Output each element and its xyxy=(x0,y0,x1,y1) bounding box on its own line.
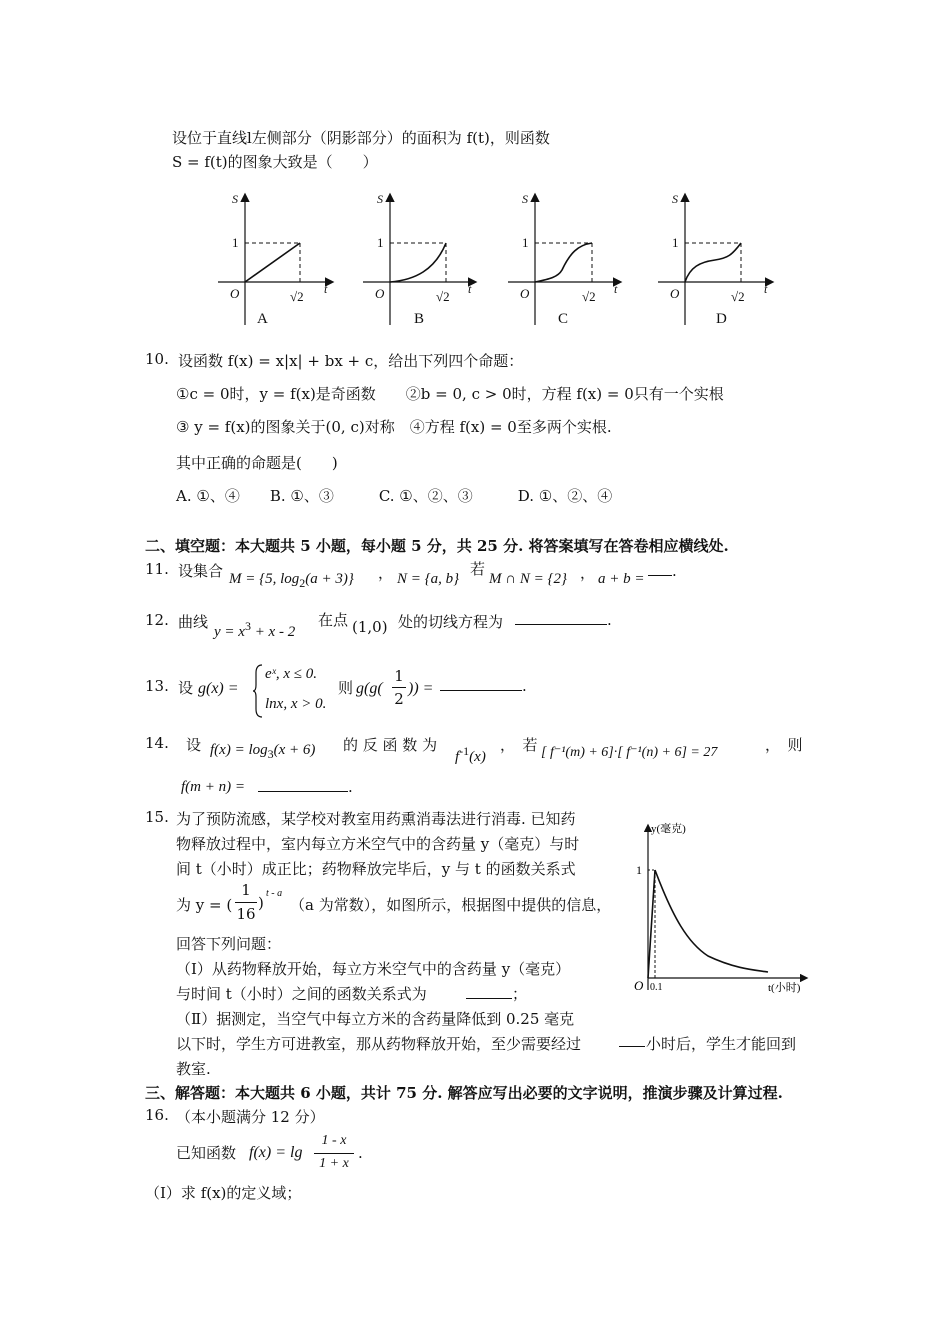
graph-d-label: D xyxy=(716,311,727,327)
q15-blank-1-end: ； xyxy=(512,985,528,1003)
q12-lead: 曲线 xyxy=(178,613,209,631)
q10-number: 10. xyxy=(145,350,169,368)
q16-end: . xyxy=(358,1144,363,1162)
graph-a-curve xyxy=(245,243,300,282)
q13-case-1: eˣ, x ≤ 0. xyxy=(265,666,318,682)
q10-stem: 设函数 f(x) = x|x| + bx + c，给出下列四个命题： xyxy=(178,352,524,370)
q15-blank-2[interactable] xyxy=(619,1033,645,1051)
q12-curve-eq: $y = x^3 + x - 2$ xyxy=(214,619,296,640)
graph-a-ylabel: S xyxy=(232,192,238,206)
graph-d-curve xyxy=(685,243,741,282)
q9-text-line1: 设位于直线l左侧部分（阴影部分）的面积为 f(t)，则函数 xyxy=(172,129,550,147)
q15-exponent: t - a xyxy=(266,888,283,899)
q13-frac-bar xyxy=(392,687,406,688)
q16-frac-num: 1 - x xyxy=(321,1133,347,1148)
graph-b-xlabel: t xyxy=(468,282,472,296)
q15-frac-bar xyxy=(235,902,257,903)
q11-set-n: N = {a, b} xyxy=(397,571,460,587)
q16-score-note: （本小题满分 12 分） xyxy=(176,1108,325,1126)
q15-frac-num: 1 xyxy=(241,881,251,899)
q14-fmn: f(m + n) = xyxy=(181,779,245,795)
q13-case-2: lnx, x > 0. xyxy=(265,696,327,712)
q11-lead: 设集合 xyxy=(178,562,224,580)
q14-finv: $f^{-1}(x)$ xyxy=(455,744,486,765)
q16-part-1: （Ⅰ）求 f(x)的定义域； xyxy=(145,1184,302,1202)
q13-answer-blank[interactable] xyxy=(440,677,527,695)
q13-frac-num: 1 xyxy=(394,667,404,685)
graph-c xyxy=(508,195,620,325)
q13-close: )) = xyxy=(408,680,434,697)
q15-line-4a: 为 y = ( xyxy=(176,896,233,914)
q14-inverse-text: 的 反 函 数 为 xyxy=(343,736,438,754)
q13-number: 13. xyxy=(145,677,169,695)
graph-a xyxy=(218,195,332,325)
q14-number: 14. xyxy=(145,734,169,752)
q15-line-5: 回答下列问题： xyxy=(176,935,282,953)
q15-blank-1[interactable] xyxy=(466,983,527,1004)
q11-answer-blank[interactable] xyxy=(648,562,677,580)
q15-ytick: 1 xyxy=(636,863,642,877)
q13-lead: 设 xyxy=(178,679,194,697)
q11-intersection: M ∩ N = {2} xyxy=(489,571,567,587)
q13-gx: g(x) = xyxy=(198,680,239,697)
q15-line-10: 教室. xyxy=(176,1060,211,1078)
q11-number: 11. xyxy=(145,560,169,578)
q16-fx: f(x) = lg xyxy=(249,1144,303,1161)
q14-end: . xyxy=(348,778,353,796)
graph-d-ylabel: S xyxy=(672,192,678,206)
graph-c-origin: O xyxy=(520,286,530,301)
q13-then: 则 xyxy=(338,679,354,697)
graph-d-ytick: 1 xyxy=(672,235,679,250)
q12-answer-blank[interactable] xyxy=(515,611,612,629)
q15-line-1: 为了预防流感，某学校对教室用药熏消毒法进行消毒. 已知药 xyxy=(176,810,576,828)
q15-line-2: 物释放过程中，室内每立方米空气中的含药量 y（毫克）与时 xyxy=(176,835,580,853)
graph-a-ytick: 1 xyxy=(232,235,239,250)
q15-xlabel: t(小时) xyxy=(768,982,801,994)
graph-a-xtick: √2 xyxy=(290,289,304,304)
q15-curve-decay xyxy=(655,870,768,972)
q15-graph xyxy=(628,818,813,998)
q13-frac-den: 2 xyxy=(394,690,404,708)
q16-lead: 已知函数 xyxy=(176,1144,237,1162)
q14-fx: $f(x) = \log_3(x + 6)$ xyxy=(210,742,316,761)
section-2-heading: 二、填空题：本大题共 5 小题，每小题 5 分，共 25 分. 将答案填写在答卷相应横线处. xyxy=(145,537,729,555)
graph-c-ytick: 1 xyxy=(522,235,529,250)
q15-part-1b: 与时间 t（小时）之间的函数关系式为 xyxy=(176,985,427,1003)
q11-comma-1: ， xyxy=(378,564,394,582)
graph-c-ylabel: S xyxy=(522,192,528,206)
q15-part-2c: 小时后，学生才能回到 xyxy=(646,1035,797,1053)
q15-part-2: （Ⅱ）据测定，当空气中每立方米的含药量降低到 0.25 毫克 xyxy=(176,1010,575,1028)
q10-choices: A. ①、④ B. ①、③ C. ①、②、③ D. ①、②、④ xyxy=(176,487,613,505)
q13-end: . xyxy=(522,677,527,695)
q10-prop-3-4: ③ y = f(x)的图象关于(0, c)对称 ④方程 f(x) = 0至多两个实根. xyxy=(176,418,612,436)
graph-a-label: A xyxy=(257,311,268,327)
q14-if: ， 若 xyxy=(500,736,538,754)
graph-b-xtick: √2 xyxy=(436,289,450,304)
q12-at-point: 在点 xyxy=(318,611,349,629)
q15-part-2b: 以下时，学生方可进教室，那从药物释放开始，至少需要经过 xyxy=(176,1035,582,1053)
graph-d-xlabel: t xyxy=(764,282,768,296)
q10-ask: 其中正确的命题是( ) xyxy=(176,454,338,472)
q13-gg: g(g( xyxy=(356,680,383,697)
q11-if: 若 xyxy=(470,560,486,578)
graph-a-xlabel: t xyxy=(324,282,328,296)
q11-end: . xyxy=(672,562,677,580)
q15-curve-rise xyxy=(648,870,655,978)
graph-c-curve xyxy=(535,243,592,282)
graph-c-xlabel: t xyxy=(614,282,618,296)
graph-d-origin: O xyxy=(670,286,680,301)
q13-brace xyxy=(252,663,264,719)
graph-b xyxy=(363,195,475,325)
q12-point: (1,0) xyxy=(352,618,388,636)
q15-number: 15. xyxy=(145,808,169,826)
q12-number: 12. xyxy=(145,611,169,629)
graph-b-ylabel: S xyxy=(377,192,383,206)
q15-close-paren: ) xyxy=(258,894,264,912)
q10-prop-1-2: ①c = 0时，y = f(x)是奇函数 ②b = 0, c > 0时，方程 f(x) = 0只有一个实根 xyxy=(176,385,724,403)
q15-line-4b: （a 为常数），如图所示，根据图中提供的信息， xyxy=(290,896,612,914)
q9-graphs xyxy=(200,185,800,330)
q12-tangent-text: 处的切线方程为 xyxy=(398,613,504,631)
q15-line-3: 间 t（小时）成正比；药物释放完毕后，y 与 t 的函数关系式 xyxy=(176,860,576,878)
q15-xtick: 0.1 xyxy=(650,982,663,993)
graph-b-origin: O xyxy=(375,286,385,301)
q11-comma-2: ， xyxy=(580,564,596,582)
q14-then: ， 则 xyxy=(765,736,803,754)
q16-number: 16. xyxy=(145,1106,169,1124)
graph-b-curve xyxy=(390,243,446,282)
q9-text-line2: S = f(t)的图象大致是（ ） xyxy=(172,153,378,171)
q15-ylabel: y(毫克) xyxy=(651,823,686,835)
q14-product-eq: [ f⁻¹(m) + 6]·[ f⁻¹(n) + 6] = 27 xyxy=(541,745,718,760)
q15-origin: O xyxy=(634,978,644,993)
graph-b-ytick: 1 xyxy=(377,235,384,250)
q16-frac-bar xyxy=(314,1153,354,1154)
graph-d-xtick: √2 xyxy=(731,289,745,304)
q16-frac-den: 1 + x xyxy=(319,1156,349,1171)
section-3-heading: 三、解答题：本大题共 6 小题，共计 75 分. 解答应写出必要的文字说明，推演步骤及计算过程. xyxy=(145,1084,783,1102)
q14-lead: 设 xyxy=(186,736,202,754)
q12-end: . xyxy=(607,611,612,629)
graph-d xyxy=(658,195,772,325)
q15-part-1: （Ⅰ）从药物释放开始，每立方米空气中的含药量 y（毫克） xyxy=(176,960,571,978)
graph-b-label: B xyxy=(414,311,425,327)
q14-answer-blank[interactable] xyxy=(258,778,353,796)
graph-c-label: C xyxy=(558,311,569,327)
q15-frac-den: 16 xyxy=(236,905,256,923)
graph-c-xtick: √2 xyxy=(582,289,596,304)
graph-a-origin: O xyxy=(230,286,240,301)
q11-sum: a + b = xyxy=(598,571,645,587)
q11-set-m: M = {5, $\log_2(a + 3)$} xyxy=(229,571,354,590)
